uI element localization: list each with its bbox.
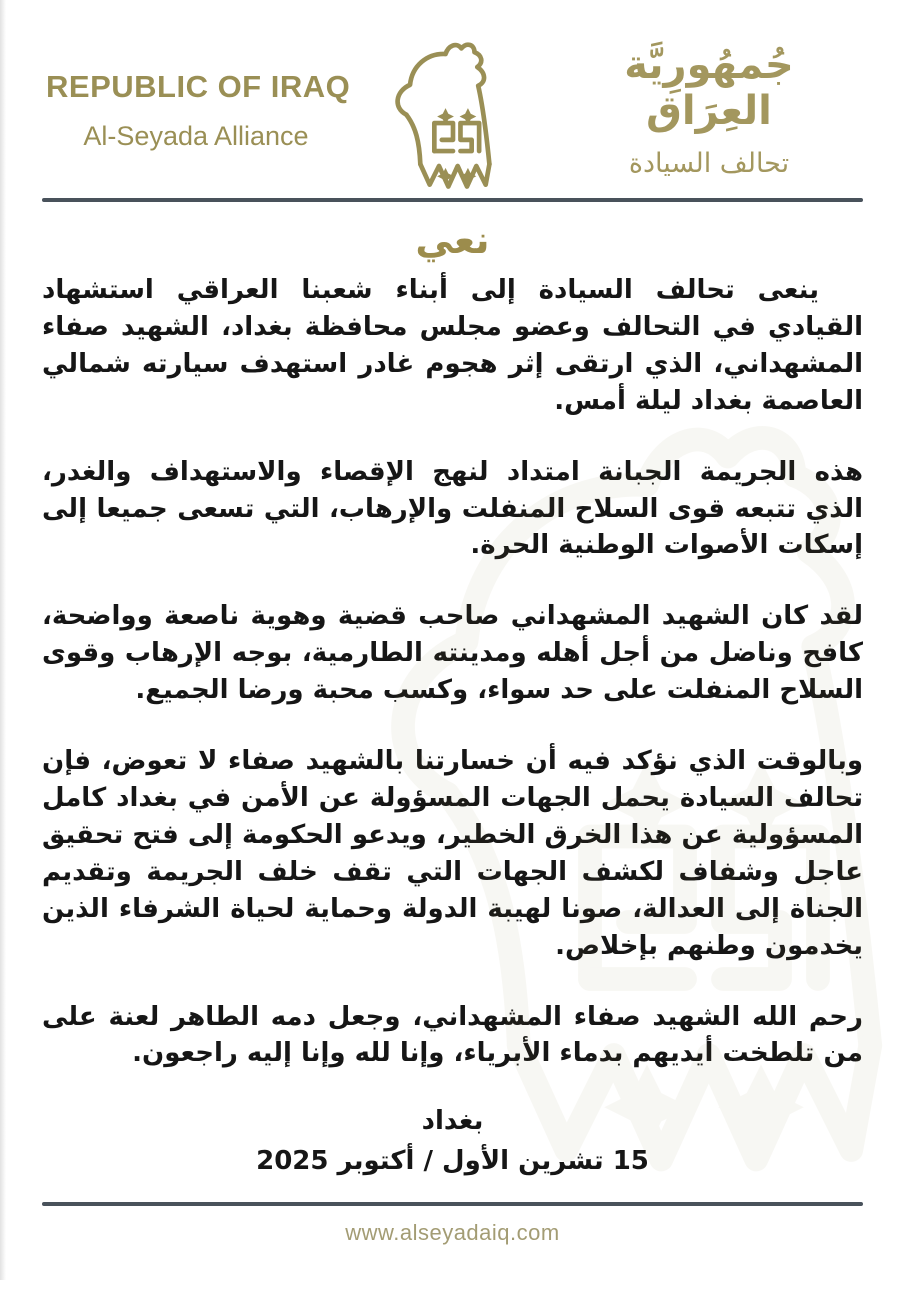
paragraph-3: لقد كان الشهيد المشهداني صاحب قضية وهوية ناصعة وواضحة، كافح وناضل من أجل أهله ومدينته الطارمية، بوجه الإرهاب وقوى السلاح المنفلت على حد سواء، وكسب محبة ورضا الجميع. [42,601,863,706]
obituary-title: نعي [415,218,490,262]
scan-edge-shadow [0,0,6,1280]
paragraph-2: هذه الجريمة الجبانة امتداد لنهج الإقصاء والاستهداف والغدر، الذي تتبعه قوى السلاح المنفلت والإرهاب، التي تسعى جميعا إلى إسكات الأصوات الوطنية الحرة. [42,456,863,561]
signoff [0,1106,905,1176]
footer-divider [42,1202,863,1206]
republic-of-iraq-en: REPUBLIC OF IRAQ [46,68,351,104]
signoff-date: 15 تشرين الأول / أكتوبر 2025 [256,1146,649,1177]
alliance-name-en: Al-Seyada Alliance [83,120,309,151]
republic-of-iraq-ar: جُمهُورِيَّة العِرَاق [624,41,794,134]
obituary-text [0,272,905,1072]
alliance-name-ar: تحالف السيادة [628,147,790,179]
header-divider [42,198,863,202]
letterhead-arabic [559,42,859,179]
footer [0,1202,905,1280]
letterhead-english [46,68,351,152]
website-url[interactable]: www.alseyadaiq.com [345,1220,560,1245]
signoff-city: بغداد [421,1106,484,1137]
paragraph-4: وبالوقت الذي نؤكد فيه أن خسارتنا بالشهيد صفاء لا تعوض، فإن تحالف السيادة يحمل الجهات المسؤولة عن الأمن في بغداد كامل المسؤولية عن هذا الخرق الخطير، ويدعو الحكومة إلى فتح تحقيق عاجل وشفاف لكشف الجهات التي تقف خلف الجريمة وتقديم الجناة إلى العدالة، صونا لهيبة الدولة وحماية لحياة الشرفاء الذين يخدمون وطنهم بإخلاص. [42,746,863,961]
paragraph-5: رحم الله الشهيد صفاء المشهداني، وجعل دمه الطاهر لعنة على من تلطخت أيديهم بدماء الأبرياء، وإنا لله وإنا إليه راجعون. [42,1001,863,1069]
paragraph-1: ينعى تحالف السيادة إلى أبناء شعبنا العراقي استشهاد القيادي في التحالف وعضو مجلس محافظة بغداد، الشهيد صفاء المشهداني، الذي ارتقى إثر هجوم غادر استهدف سيارته شمالي العاصمة بغداد ليلة أمس. [42,275,863,416]
letterhead [0,0,905,198]
eagle-logo [378,26,528,194]
